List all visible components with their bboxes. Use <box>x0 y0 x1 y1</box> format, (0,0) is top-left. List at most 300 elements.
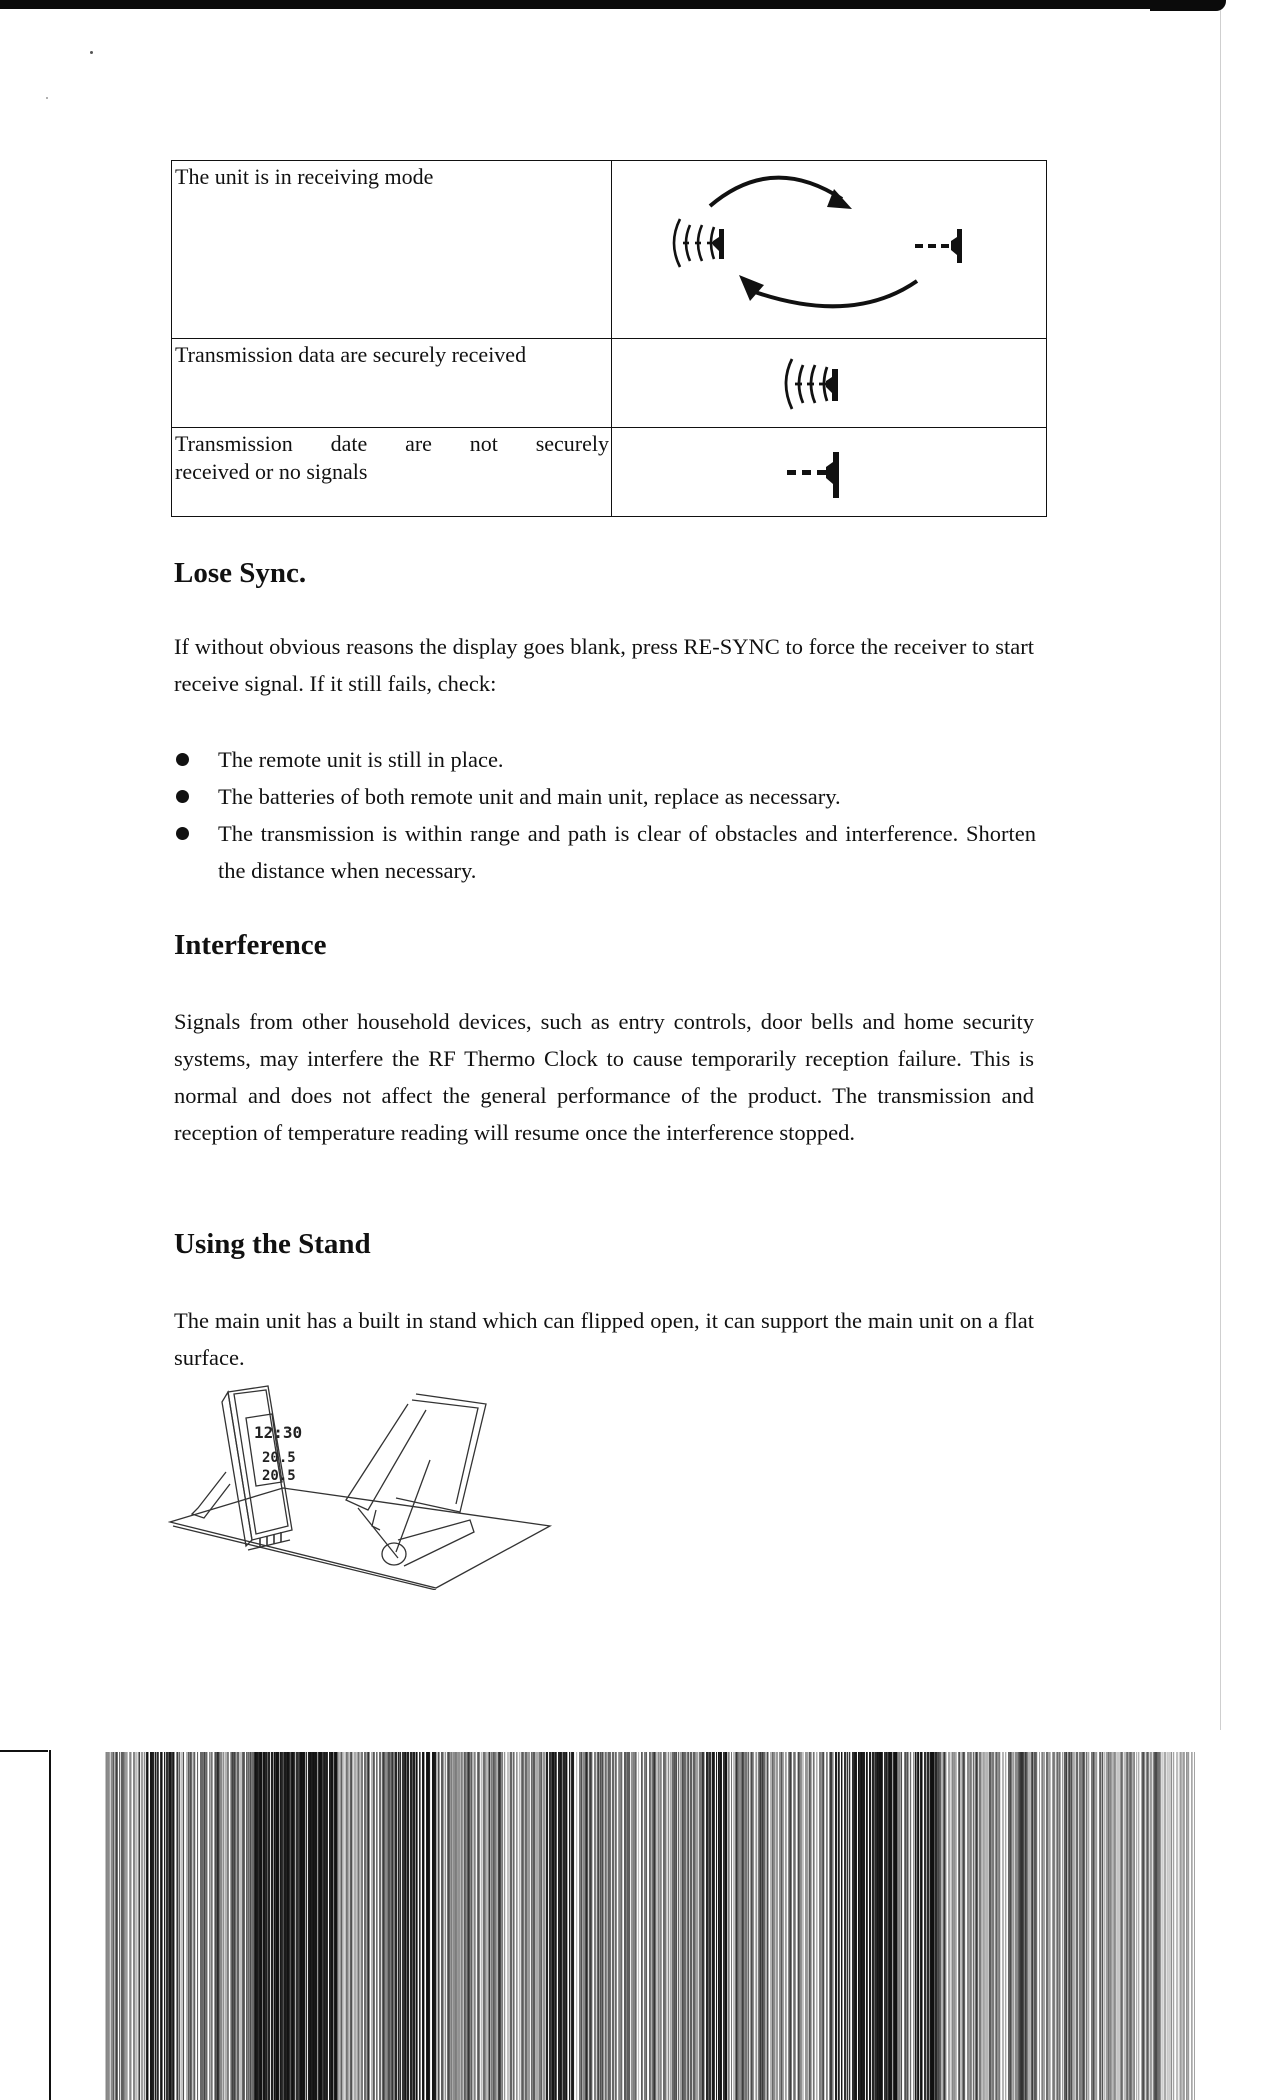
stand-heading: Using the Stand <box>174 1228 371 1260</box>
scan-noise-stripe <box>510 1752 512 2100</box>
scan-noise-stripe <box>1164 1752 1166 2100</box>
scan-noise-stripe <box>517 1752 518 2100</box>
scan-noise-stripe <box>438 1752 440 2100</box>
scan-noise-stripe <box>471 1752 472 2100</box>
scan-noise-stripe <box>536 1752 539 2100</box>
scan-noise-stripe <box>292 1752 293 2100</box>
scan-noise-stripe <box>284 1752 286 2100</box>
scan-noise-stripe <box>502 1752 503 2100</box>
scan-noise-stripe <box>986 1752 989 2100</box>
scan-top-border-curl <box>1150 0 1226 11</box>
scan-noise-stripe <box>809 1752 811 2100</box>
scan-noise-stripe <box>1002 1752 1004 2100</box>
scan-noise-stripe <box>901 1752 902 2100</box>
scan-noise-stripe <box>1171 1752 1172 2100</box>
scan-noise-stripe <box>547 1752 548 2100</box>
scan-noise-stripe <box>688 1752 689 2100</box>
scan-noise-stripe <box>183 1752 184 2100</box>
status-description: The unit is in receiving mode <box>172 161 612 339</box>
scan-noise-stripe <box>908 1752 909 2100</box>
scan-noise-stripe <box>1150 1752 1152 2100</box>
scan-noise-stripe <box>945 1752 947 2100</box>
scan-noise-stripe <box>866 1752 868 2100</box>
scan-noise-stripe <box>642 1752 643 2100</box>
scan-noise-stripe <box>849 1752 850 2100</box>
scan-noise-stripe <box>742 1752 745 2100</box>
scan-noise-stripe <box>427 1752 429 2100</box>
scan-noise-stripe <box>1039 1752 1040 2100</box>
scan-noise-stripe <box>533 1752 535 2100</box>
scan-noise-stripe <box>690 1752 692 2100</box>
scan-noise-stripe <box>377 1752 378 2100</box>
scan-noise-stripe <box>621 1752 622 2100</box>
illustration-display-time: 12:30 <box>254 1423 303 1442</box>
scan-noise-stripe <box>190 1752 192 2100</box>
scan-noise-stripe <box>955 1752 957 2100</box>
scan-noise-stripe <box>303 1752 305 2100</box>
scan-noise-stripe <box>539 1752 541 2100</box>
scan-noise-stripe <box>1191 1752 1193 2100</box>
scan-noise-stripe <box>563 1752 565 2100</box>
scan-noise-stripe <box>485 1752 488 2100</box>
scan-noise-stripe <box>739 1752 741 2100</box>
scan-noise-stripe <box>373 1752 375 2100</box>
scan-noise-stripe <box>531 1752 533 2100</box>
scan-noise-stripe <box>802 1752 804 2100</box>
scan-noise-stripe <box>989 1752 992 2100</box>
list-item <box>174 741 1036 778</box>
scan-noise-stripe <box>992 1752 994 2100</box>
list-item <box>174 778 1036 815</box>
scan-noise-stripe <box>918 1752 919 2100</box>
scan-noise-stripe <box>877 1752 879 2100</box>
scan-noise-stripe <box>173 1752 174 2100</box>
table-row <box>172 428 1047 517</box>
scan-noise-stripe <box>629 1752 630 2100</box>
scan-noise-stripe <box>1028 1752 1031 2100</box>
scan-noise-stripe <box>164 1752 165 2100</box>
scan-noise-stripe <box>407 1752 409 2100</box>
status-description: Transmission data are securely received <box>172 339 612 428</box>
scan-noise-stripe <box>413 1752 415 2100</box>
scan-noise-stripe <box>252 1752 253 2100</box>
scan-noise-stripe <box>558 1752 559 2100</box>
scan-noise-stripe <box>1025 1752 1028 2100</box>
scan-noise-stripe <box>583 1752 584 2100</box>
scan-noise-stripe <box>331 1752 334 2100</box>
scan-noise-stripe <box>376 1752 377 2100</box>
scan-noise-stripe <box>1059 1752 1061 2100</box>
scan-noise-stripe <box>306 1752 307 2100</box>
table-row <box>172 161 1047 339</box>
scan-noise-stripe <box>1176 1752 1178 2100</box>
scan-noise-stripe <box>402 1752 404 2100</box>
scan-noise-stripe <box>416 1752 418 2100</box>
scan-noise-stripe <box>1102 1752 1103 2100</box>
scan-noise-stripe <box>1011 1752 1013 2100</box>
scan-noise-stripe <box>227 1752 229 2100</box>
scan-noise-stripe <box>838 1752 840 2100</box>
scan-noise-stripe <box>1044 1752 1045 2100</box>
scan-noise-stripe <box>863 1752 865 2100</box>
scan-noise-stripe <box>1074 1752 1076 2100</box>
scan-margin-mark <box>0 1750 48 1752</box>
scan-noise-stripe <box>713 1752 715 2100</box>
scan-noise-stripe <box>337 1752 339 2100</box>
scan-noise-stripe <box>756 1752 757 2100</box>
scan-noise-stripe <box>361 1752 363 2100</box>
sync-status-table <box>171 160 1047 517</box>
scan-noise-stripe <box>660 1752 662 2100</box>
scan-noise-stripe <box>811 1752 812 2100</box>
scan-noise-stripe <box>847 1752 848 2100</box>
scan-noise-stripe <box>1022 1752 1024 2100</box>
scan-noise-stripe <box>932 1752 935 2100</box>
scan-noise-stripe <box>716 1752 717 2100</box>
scan-noise-stripe <box>451 1752 453 2100</box>
scan-noise-stripe <box>552 1752 555 2100</box>
scan-noise-stripe <box>748 1752 749 2100</box>
scan-noise-stripe <box>649 1752 651 2100</box>
scan-noise-stripe <box>237 1752 239 2100</box>
scan-noise-stripe <box>443 1752 444 2100</box>
scan-noise-stripe <box>315 1752 317 2100</box>
scan-noise-stripe <box>126 1752 128 2100</box>
bullet-icon <box>176 827 189 840</box>
scan-noise-stripe <box>1110 1752 1113 2100</box>
scan-margin-line <box>49 1750 51 2100</box>
no-signal-icon <box>612 428 1046 514</box>
scan-noise-stripe <box>541 1752 542 2100</box>
scan-noise-stripe <box>816 1752 818 2100</box>
scan-noise-stripe <box>130 1752 132 2100</box>
scan-noise-stripe <box>731 1752 732 2100</box>
scan-noise-stripe <box>288 1752 291 2100</box>
scan-noise-stripe <box>113 1752 114 2100</box>
scan-noise-stripe <box>948 1752 950 2100</box>
scan-noise-stripe <box>1180 1752 1183 2100</box>
scan-noise-stripe <box>504 1752 505 2100</box>
scan-noise-stripe <box>841 1752 842 2100</box>
scan-noise-stripe <box>872 1752 875 2100</box>
scan-speck <box>90 51 93 54</box>
scan-noise-stripe <box>1104 1752 1105 2100</box>
scan-noise-stripe <box>927 1752 930 2100</box>
scan-noise-stripe <box>281 1752 284 2100</box>
scan-noise-stripe <box>776 1752 778 2100</box>
scan-noise-stripe <box>1053 1752 1055 2100</box>
scan-noise-stripe <box>223 1752 224 2100</box>
scan-noise-stripe <box>516 1752 517 2100</box>
scan-noise-stripe <box>670 1752 672 2100</box>
scan-noise-stripe <box>453 1752 455 2100</box>
scan-right-edge <box>1220 10 1221 1730</box>
scan-noise-stripe <box>194 1752 195 2100</box>
scan-noise-stripe <box>609 1752 611 2100</box>
scan-noise-stripe <box>753 1752 754 2100</box>
scan-noise-stripe <box>405 1752 406 2100</box>
scan-noise-stripe <box>725 1752 727 2100</box>
scan-noise-stripe <box>915 1752 917 2100</box>
scan-noise-stripe <box>141 1752 143 2100</box>
scan-noise-stripe <box>346 1752 349 2100</box>
scan-noise-stripe <box>434 1752 436 2100</box>
scan-noise-stripe <box>591 1752 593 2100</box>
scan-noise-stripe <box>339 1752 340 2100</box>
scan-noise-stripe <box>1042 1752 1044 2100</box>
scan-noise-stripe <box>910 1752 911 2100</box>
scan-noise-stripe <box>1183 1752 1185 2100</box>
scan-noise-stripe <box>1134 1752 1135 2100</box>
scan-noise-stripe <box>1143 1752 1145 2100</box>
scan-noise-stripe <box>1138 1752 1139 2100</box>
scan-noise-stripe <box>493 1752 495 2100</box>
scan-noise-stripe <box>429 1752 430 2100</box>
scan-noise-stripe <box>1188 1752 1189 2100</box>
scan-noise-stripe <box>1117 1752 1120 2100</box>
scan-noise-stripe <box>858 1752 860 2100</box>
scan-noise-stripe <box>144 1752 145 2100</box>
scan-noise-stripe <box>798 1752 800 2100</box>
scan-noise-stripe <box>781 1752 783 2100</box>
scan-noise-stripe <box>624 1752 627 2100</box>
scan-noise-stripe <box>678 1752 679 2100</box>
scan-noise-stripe <box>326 1752 328 2100</box>
scan-noise-stripe <box>1032 1752 1034 2100</box>
scan-noise-stripe <box>1071 1752 1074 2100</box>
scan-noise-stripe <box>166 1752 169 2100</box>
scan-noise-stripe <box>785 1752 787 2100</box>
scan-noise-stripe <box>526 1752 528 2100</box>
scan-noise-stripe <box>720 1752 722 2100</box>
scan-noise-stripe <box>983 1752 986 2100</box>
scan-noise-stripe <box>1036 1752 1037 2100</box>
scan-noise-stripe <box>823 1752 824 2100</box>
scan-noise-stripe <box>419 1752 421 2100</box>
scan-noise-stripe <box>445 1752 446 2100</box>
scan-noise-stripe <box>152 1752 154 2100</box>
scan-noise-stripe <box>441 1752 443 2100</box>
scan-noise-stripe <box>389 1752 391 2100</box>
scan-noise-stripe <box>745 1752 748 2100</box>
scan-noise-stripe <box>666 1752 668 2100</box>
scan-noise-stripe <box>491 1752 493 2100</box>
scan-noise-stripe <box>133 1752 135 2100</box>
scan-noise-stripe <box>481 1752 483 2100</box>
scan-noise-stripe <box>225 1752 227 2100</box>
scan-noise-stripe <box>364 1752 367 2100</box>
lose-sync-checklist <box>174 741 1036 889</box>
scan-noise-stripe <box>136 1752 138 2100</box>
scan-noise-stripe <box>886 1752 888 2100</box>
scan-noise-stripe <box>706 1752 709 2100</box>
scan-noise-stripe <box>244 1752 245 2100</box>
scan-noise-stripe <box>751 1752 753 2100</box>
scan-noise-stripe <box>644 1752 646 2100</box>
scan-noise-stripe <box>368 1752 370 2100</box>
scan-noise-stripe <box>513 1752 515 2100</box>
scan-noise-stripe <box>461 1752 463 2100</box>
scan-noise-stripe <box>458 1752 461 2100</box>
scan-noise-stripe <box>1186 1752 1188 2100</box>
scan-noise-stripe <box>693 1752 696 2100</box>
scan-noise-stripe <box>605 1752 607 2100</box>
scan-noise-stripe <box>1194 1752 1195 2100</box>
scan-noise-stripe <box>633 1752 635 2100</box>
scan-noise-stripe <box>938 1752 941 2100</box>
scan-noise-stripe <box>890 1752 892 2100</box>
scan-noise-stripe <box>663 1752 666 2100</box>
scan-noise-stripe <box>325 1752 326 2100</box>
scan-noise-stripe <box>1096 1752 1097 2100</box>
scan-noise-stripe <box>573 1752 574 2100</box>
scan-noise-stripe <box>1076 1752 1078 2100</box>
scan-noise-stripe <box>455 1752 458 2100</box>
scan-noise-stripe <box>320 1752 323 2100</box>
scan-noise-stripe <box>268 1752 270 2100</box>
scan-noise-stripe <box>528 1752 530 2100</box>
scan-noise-stripe <box>1079 1752 1081 2100</box>
scan-noise-stripe <box>119 1752 120 2100</box>
scan-noise-stripe <box>773 1752 775 2100</box>
scan-noise-stripe <box>1121 1752 1123 2100</box>
scan-noise-stripe <box>483 1752 485 2100</box>
scan-noise-stripe <box>266 1752 268 2100</box>
bullet-icon <box>176 753 189 766</box>
scan-noise-stripe <box>736 1752 739 2100</box>
scan-noise-stripe <box>935 1752 937 2100</box>
status-description-line: received or no signals <box>175 459 368 484</box>
table-row <box>172 339 1047 428</box>
scan-noise-stripe <box>358 1752 361 2100</box>
scan-noise-stripe <box>999 1752 1000 2100</box>
scan-noise-stripe <box>423 1752 424 2100</box>
scan-noise-stripe <box>728 1752 730 2100</box>
scan-noise-stripe <box>169 1752 172 2100</box>
scan-noise-stripe <box>996 1752 998 2100</box>
scan-noise-stripe <box>395 1752 397 2100</box>
scan-noise-stripe <box>1162 1752 1164 2100</box>
scan-noise-stripe <box>835 1752 837 2100</box>
scan-noise-stripe <box>979 1752 982 2100</box>
scan-noise-stripe <box>767 1752 769 2100</box>
scan-noise-stripe <box>519 1752 520 2100</box>
scan-noise-stripe <box>1005 1752 1006 2100</box>
scan-noise-stripe <box>668 1752 669 2100</box>
scan-noise-stripe <box>293 1752 295 2100</box>
scan-noise-stripe <box>400 1752 401 2100</box>
stand-paragraph: The main unit has a built in stand which can flipped open, it can support the main unit on a flat surface. <box>174 1308 1034 1370</box>
scan-noise-stripe <box>209 1752 211 2100</box>
scan-noise-stripe <box>581 1752 582 2100</box>
scan-noise-stripe <box>733 1752 735 2100</box>
scan-noise-stripe <box>108 1752 111 2100</box>
scan-noise-stripe <box>654 1752 655 2100</box>
scan-noise-stripe <box>959 1752 960 2100</box>
scan-noise-stripe <box>855 1752 857 2100</box>
list-item-text: The transmission is within range and path is clear of obstacles and interference. Shorten the distance when necessary. <box>218 821 1036 883</box>
scan-noise-stripe <box>709 1752 711 2100</box>
lose-sync-paragraph: If without obvious reasons the display goes blank, press RE-SYNC to force the receiver to start receive signal. If it still fails, check: <box>174 634 1034 696</box>
scan-noise-stripe <box>794 1752 796 2100</box>
scan-noise-stripe <box>448 1752 450 2100</box>
lose-sync-heading: Lose Sync. <box>174 557 307 589</box>
scan-noise-stripe <box>569 1752 570 2100</box>
scan-noise-stripe <box>977 1752 978 2100</box>
scan-noise-stripe <box>973 1752 974 2100</box>
scan-noise-stripe <box>615 1752 617 2100</box>
scan-noise-stripe <box>594 1752 596 2100</box>
scan-noise-stripe <box>243 1752 244 2100</box>
scan-noise-stripe <box>576 1752 577 2100</box>
scan-noise-stripe <box>161 1752 162 2100</box>
scan-noise-stripe <box>1013 1752 1015 2100</box>
scan-noise-stripe <box>277 1752 279 2100</box>
scan-noise-stripe <box>335 1752 337 2100</box>
scan-noise-stripe <box>826 1752 828 2100</box>
list-item <box>174 815 1036 889</box>
scan-noise-stripe <box>150 1752 152 2100</box>
scan-noise-stripe <box>921 1752 923 2100</box>
scan-noise-stripe <box>631 1752 633 2100</box>
scan-noise-stripe <box>830 1752 832 2100</box>
scan-noise-stripe <box>1049 1752 1051 2100</box>
signal-received-icon <box>612 339 1046 425</box>
scan-noise-stripe <box>971 1752 972 2100</box>
scan-noise-stripe <box>392 1752 394 2100</box>
status-description <box>172 428 612 517</box>
scan-noise-stripe <box>200 1752 203 2100</box>
scan-noise-stripe <box>218 1752 219 2100</box>
scan-noise-stripe <box>586 1752 588 2100</box>
illustration-display-reading: 20.5 <box>262 1450 296 1466</box>
scan-noise-band <box>105 1752 1195 2100</box>
scan-noise-stripe <box>123 1752 126 2100</box>
scan-noise-stripe <box>682 1752 683 2100</box>
scan-noise-stripe <box>813 1752 815 2100</box>
scan-noise-stripe <box>1136 1752 1137 2100</box>
bullet-icon <box>176 790 189 803</box>
scan-noise-stripe <box>197 1752 198 2100</box>
scan-noise-stripe <box>676 1752 677 2100</box>
scan-noise-stripe <box>260 1752 263 2100</box>
scan-noise-stripe <box>703 1752 704 2100</box>
scan-noise-stripe <box>572 1752 573 2100</box>
scan-noise-stripe <box>274 1752 276 2100</box>
scan-noise-stripe <box>696 1752 698 2100</box>
scan-speck <box>46 97 48 99</box>
scan-noise-stripe <box>179 1752 180 2100</box>
signal-cycling-icon <box>612 161 1046 336</box>
scan-noise-stripe <box>263 1752 266 2100</box>
scan-noise-stripe <box>967 1752 970 2100</box>
scan-noise-stripe <box>234 1752 237 2100</box>
scan-noise-stripe <box>543 1752 546 2100</box>
scan-noise-stripe <box>116 1752 118 2100</box>
scan-noise-stripe <box>351 1752 354 2100</box>
scan-noise-stripe <box>271 1752 273 2100</box>
scan-noise-stripe <box>819 1752 822 2100</box>
scan-noise-stripe <box>1088 1752 1089 2100</box>
scan-noise-stripe <box>852 1752 854 2100</box>
scan-noise-stripe <box>832 1752 834 2100</box>
scan-noise-stripe <box>783 1752 784 2100</box>
scan-noise-stripe <box>342 1752 345 2100</box>
scan-noise-stripe <box>555 1752 557 2100</box>
scan-noise-stripe <box>869 1752 871 2100</box>
scan-noise-stripe <box>1159 1752 1162 2100</box>
scan-noise-stripe <box>157 1752 159 2100</box>
